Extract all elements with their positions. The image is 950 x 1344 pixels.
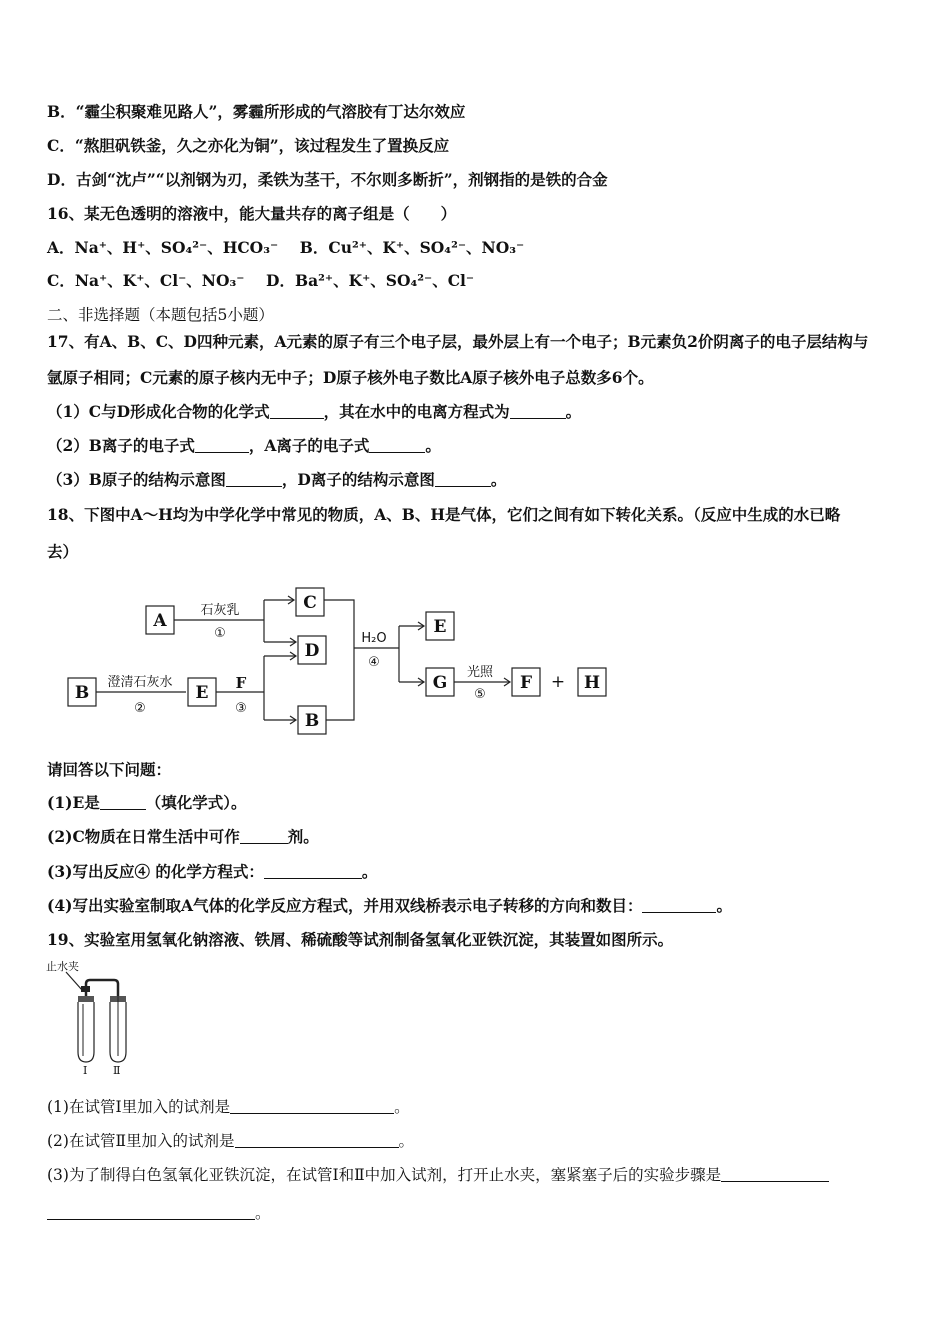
test-tube-i xyxy=(78,1002,94,1062)
q17-part-3 xyxy=(47,470,506,490)
q16-options-row1 xyxy=(47,238,524,258)
answer-blank[interactable] xyxy=(264,864,362,879)
box-f-label: F xyxy=(519,673,533,693)
answer-blank[interactable] xyxy=(435,472,491,487)
q18-p1-text-b: （填化学式）。 xyxy=(145,793,247,812)
stopper-i xyxy=(78,996,94,1002)
q17-p3-end: 。 xyxy=(490,470,507,489)
q16-option-a-label: A． xyxy=(47,238,75,257)
answer-blank[interactable] xyxy=(240,829,288,844)
box-g-label: G xyxy=(432,673,448,693)
answer-blank[interactable] xyxy=(230,1099,394,1114)
answer-blank[interactable] xyxy=(270,404,324,419)
clamp-label: 止水夹 xyxy=(46,960,79,973)
box-a-label: A xyxy=(153,611,167,631)
reaction-2-number: ② xyxy=(134,701,146,716)
tube-ii-label: Ⅱ xyxy=(113,1064,121,1076)
q19-p1-text-a: (1)在试管Ⅰ里加入的试剂是 xyxy=(47,1098,231,1116)
q18-part-3 xyxy=(47,862,377,882)
q19-part-3 xyxy=(47,1165,829,1185)
q19-stem: 19、实验室用氢氧化钠溶液、铁屑、稀硫酸等试剂制备氢氧化亚铁沉淀，其装置如图所示。 xyxy=(47,930,674,949)
reaction-2-label: 澄清石灰水 xyxy=(107,675,173,690)
q19-p2-text-a: (2)在试管Ⅱ里加入的试剂是 xyxy=(47,1132,235,1150)
q17-p1-text-b: ，其在水中的电离方程式为 xyxy=(323,402,510,421)
q19-part-1 xyxy=(47,1097,410,1117)
q18-p1-text-a: (1)E是 xyxy=(47,793,100,812)
reaction-4-label: H₂O xyxy=(361,631,387,646)
q19-p1-text-b: 。 xyxy=(394,1098,410,1116)
q17-part-2 xyxy=(47,436,441,456)
q17-part-1 xyxy=(47,402,581,422)
q18-stem-line2: 去） xyxy=(47,542,79,561)
q18-p4-text-b: 。 xyxy=(716,896,732,915)
box-d-label: D xyxy=(304,641,320,661)
q19-apparatus-figure xyxy=(44,958,134,1076)
answer-blank[interactable] xyxy=(721,1167,829,1182)
q16-option-b-label: B． xyxy=(299,238,329,257)
reaction-1-number: ① xyxy=(214,626,226,641)
q18-p3-text-a: (3)写出反应④ 的化学方程式： xyxy=(47,862,264,881)
q18-stem-line1: 18、下图中A～H均为中学化学中常见的物质，A、B、H是气体，它们之间有如下转化关系。（反应中生成的水已略 xyxy=(47,505,841,524)
q16-option-d-label: D． xyxy=(266,271,295,290)
q17-p3-text-b: ，D离子的结构示意图 xyxy=(281,470,435,489)
box-e-mid-label: E xyxy=(195,683,209,703)
q18-p2-text-b: 剂。 xyxy=(287,827,319,846)
reaction-1-label: 石灰乳 xyxy=(200,603,240,618)
clamp-pointer xyxy=(66,972,82,990)
q19-p3-text-a: (3)为了制得白色氢氧化亚铁沉淀，在试管Ⅰ和Ⅱ中加入试剂，打开止水夹，塞紧塞子后的实验步骤是 xyxy=(47,1166,722,1184)
q17-p2-text-a: （2）B离子的电子式 xyxy=(47,436,195,455)
tube-i-label: Ⅰ xyxy=(83,1064,88,1076)
box-e-right-label: E xyxy=(433,617,447,637)
reaction-5-label: 光照 xyxy=(466,665,494,680)
q15-option-d: D．古剑“沈卢”“以剂钢为刃，柔铁为茎干，不尔则多断折”，剂钢指的是铁的合金 xyxy=(47,170,608,189)
reaction-3-number: ③ xyxy=(235,701,247,716)
reaction-3-label: F xyxy=(235,674,247,692)
q17-p1-end: 。 xyxy=(565,402,582,421)
answer-blank[interactable] xyxy=(47,1205,255,1220)
q16-stem: 16、某无色透明的溶液中，能大量共存的离子组是（ ） xyxy=(47,204,457,223)
q16-option-d: Ba²⁺、K⁺、SO₄²⁻、Cl⁻ xyxy=(294,271,475,290)
box-h-label: H xyxy=(583,673,601,693)
reaction-4-arrowheads xyxy=(418,622,424,686)
q19-part-3-continued xyxy=(47,1203,271,1223)
q18-part-1 xyxy=(47,793,247,813)
q16-options-row2 xyxy=(47,271,474,291)
reaction-1-arrowheads xyxy=(288,596,296,646)
reaction-4-number: ④ xyxy=(368,655,380,670)
q16-option-c: Na⁺、K⁺、Cl⁻、NO₃⁻ xyxy=(74,271,245,290)
q18-p2-text-a: (2)C物质在日常生活中可作 xyxy=(47,827,240,846)
box-c-label: C xyxy=(303,593,317,613)
reaction-3-arrows xyxy=(216,656,295,720)
water-clamp xyxy=(81,986,90,992)
q16-option-a: Na⁺、H⁺、SO₄²⁻、HCO₃⁻ xyxy=(74,238,279,257)
q19-p2-text-b: 。 xyxy=(398,1132,415,1150)
answer-blank[interactable] xyxy=(642,898,716,913)
box-b-right-label: B xyxy=(304,711,320,731)
q19-p3-end: 。 xyxy=(255,1204,271,1222)
q18-part-2 xyxy=(47,827,319,847)
q15-option-b: B．“霾尘积聚难见路人”，雾霾所形成的气溶胶有丁达尔效应 xyxy=(47,102,466,121)
q18-reaction-diagram xyxy=(60,580,620,740)
box-b-left-label: B xyxy=(74,683,90,703)
answer-blank[interactable] xyxy=(195,438,249,453)
answer-blank[interactable] xyxy=(369,438,425,453)
answer-blank[interactable] xyxy=(226,472,282,487)
q18-p4-text-a: (4)写出实验室制取A气体的化学反应方程式，并用双线桥表示电子转移的方向和数目： xyxy=(47,896,643,915)
q17-p2-end: 。 xyxy=(425,436,441,455)
q18-p3-text-b: 。 xyxy=(361,862,378,881)
q17-p1-text-a: （1）C与D形成化合物的化学式 xyxy=(47,402,270,421)
q15-option-c: C．“熬胆矾铁釜，久之亦化为铜”，该过程发生了置换反应 xyxy=(47,136,450,155)
answer-blank[interactable] xyxy=(235,1133,399,1148)
reaction-5-number: ⑤ xyxy=(474,687,486,702)
q17-p3-text-a: （3）B原子的结构示意图 xyxy=(47,470,226,489)
q18-part-4 xyxy=(47,896,732,916)
q19-part-2 xyxy=(47,1131,414,1151)
answer-blank[interactable] xyxy=(510,404,566,419)
section-2-heading: 二、非选择题（本题包括5小题） xyxy=(47,306,274,324)
q18-ask: 请回答以下问题： xyxy=(47,760,172,779)
reaction-3-arrowheads xyxy=(290,652,296,724)
q17-stem-line1: 17、有A、B、C、D四种元素，A元素的原子有三个电子层，最外层上有一个电子；B元素负2价阴离子的电子层结构与 xyxy=(47,332,869,351)
q17-p2-text-b: ，A离子的电子式 xyxy=(248,436,370,455)
answer-blank[interactable] xyxy=(100,795,146,810)
q16-option-c-label: C． xyxy=(47,271,75,290)
plus-sign: + xyxy=(550,672,566,692)
q16-option-b: Cu²⁺、K⁺、SO₄²⁻、NO₃⁻ xyxy=(328,238,525,257)
q17-stem-line2: 氩原子相同；C元素的原子核内无中子；D原子核外电子数比A原子核外电子总数多6个。 xyxy=(47,368,654,387)
